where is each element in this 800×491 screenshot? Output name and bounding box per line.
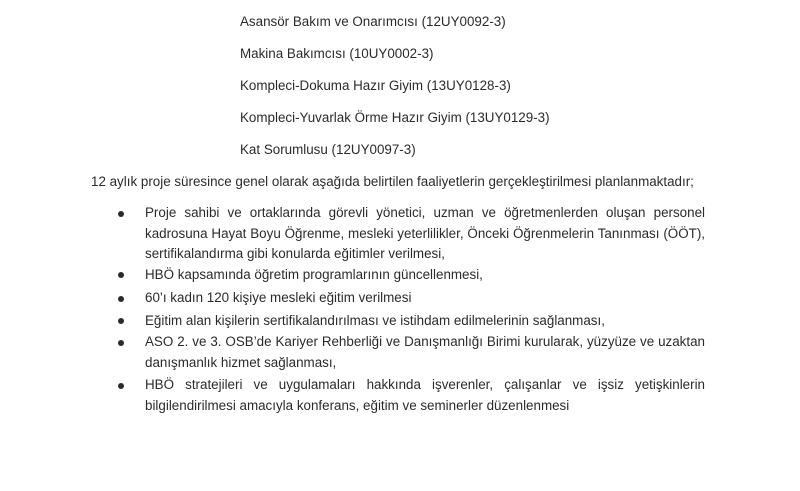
activity-text-line: HBÖ kapsamında öğretim programlarının güncellenmesi, bbox=[145, 267, 483, 282]
bullet-dot-icon bbox=[118, 318, 124, 324]
qualification-item: Kompleci-Dokuma Hazır Giyim (13UY0128-3) bbox=[240, 78, 511, 93]
activity-text-line: sertifikalandırma gibi konularda eğitimler verilmesi, bbox=[145, 246, 445, 261]
bullet-dot-icon bbox=[118, 340, 124, 346]
bullet-dot-icon bbox=[118, 211, 124, 217]
activity-text-line: bilgilendirilmesi amacıyla konferans, eğitim ve seminerler düzenlenmesi bbox=[145, 398, 570, 413]
activity-text-line: Eğitim alan kişilerin sertifikalandırılması ve istihdam edilmelerinin sağlanması, bbox=[145, 313, 605, 328]
activity-text-line: 60’ı kadın 120 kişiye mesleki eğitim verilmesi bbox=[145, 290, 412, 305]
activity-text-line: kadrosuna Hayat Boyu Öğrenme, mesleki yeterlilikler, Önceki Öğrenmelerin Tanınması (ÖÖT), bbox=[145, 226, 705, 241]
intro-paragraph: 12 aylık proje süresince genel olarak aşağıda belirtilen faaliyetlerin gerçekleştirilmesi planlanmaktadır; bbox=[91, 174, 694, 189]
bullet-dot-icon bbox=[118, 296, 124, 302]
activity-text-line: danışmanlık hizmet sağlanması, bbox=[145, 355, 337, 370]
qualification-item: Kat Sorumlusu (12UY0097-3) bbox=[240, 142, 416, 157]
qualification-item: Asansör Bakım ve Onarımcısı (12UY0092-3) bbox=[240, 14, 506, 29]
bullet-dot-icon bbox=[118, 383, 124, 389]
activity-text-line: HBÖ stratejileri ve uygulamaları hakkında işverenler, çalışanlar ve işsiz yetişkinlerin bbox=[145, 377, 705, 392]
bullet-dot-icon bbox=[118, 272, 124, 278]
activity-text-line: ASO 2. ve 3. OSB’de Kariyer Rehberliği ve Danışmanlığı Birimi kurularak, yüzyüze ve uzaktan bbox=[145, 334, 705, 349]
activity-text-line: Proje sahibi ve ortaklarında görevli yönetici, uzman ve öğretmenlerden oluşan personel bbox=[145, 205, 705, 220]
qualification-item: Makina Bakımcısı (10UY0002-3) bbox=[240, 46, 434, 61]
qualification-item: Kompleci-Yuvarlak Örme Hazır Giyim (13UY0129-3) bbox=[240, 110, 550, 125]
